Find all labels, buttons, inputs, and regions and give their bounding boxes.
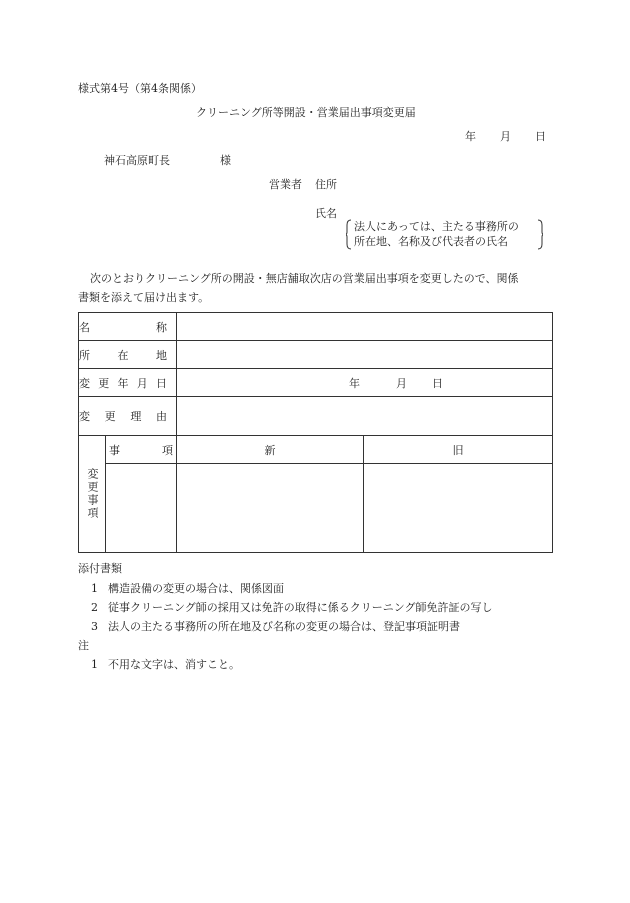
changes-section-label: 変更事項 (79, 436, 106, 553)
table-row (79, 464, 553, 553)
new-header: 新 (177, 436, 364, 464)
attachment-item-2: 従事クリーニング師の採用又は免許の取得に係るクリーニング師免許証の写し (108, 601, 493, 614)
addressee: 神石高原町長 (104, 154, 170, 167)
row-label-location: 所 在 地 (79, 341, 177, 369)
old-header: 旧 (364, 436, 553, 464)
attachment-num-3: 3 (91, 620, 98, 633)
change-date-year: 年 (349, 377, 360, 390)
note-num-1: 1 (91, 658, 98, 671)
item-header: 事 項 (106, 436, 177, 464)
corporate-note-line1: 法人にあっては、主たる事務所の (354, 220, 519, 233)
change-date-month: 月 (396, 377, 407, 390)
attachment-num-2: 2 (91, 601, 98, 614)
change-item-field[interactable] (106, 464, 177, 553)
date-month-label: 月 (500, 130, 511, 143)
attachment-item-1: 構造設備の変更の場合は、関係図面 (108, 582, 284, 595)
change-date-day: 日 (432, 377, 443, 390)
corporate-note (346, 219, 543, 250)
row-label-change-reason: 変 更 理 由 (79, 397, 177, 436)
corporate-note-line2: 所在地、名称及び代表者の氏名 (354, 235, 508, 248)
change-reason-field[interactable] (177, 397, 553, 436)
address-label: 住所 (315, 178, 337, 191)
change-form-table (78, 312, 553, 553)
new-value-field[interactable] (177, 464, 364, 553)
table-row (79, 341, 553, 369)
date-year-label: 年 (465, 130, 476, 143)
location-field[interactable] (177, 341, 553, 369)
notes-heading: 注 (78, 639, 89, 652)
old-value-field[interactable] (364, 464, 553, 553)
table-row (79, 436, 553, 464)
form-title: クリーニング所等開設・営業届出事項変更届 (196, 106, 416, 119)
row-label-name: 名 称 (79, 313, 177, 341)
role-label: 営業者 (269, 178, 302, 191)
note-item-1: 不用な文字は、消すこと。 (108, 658, 240, 671)
attachment-num-1: 1 (91, 582, 98, 595)
attachments-heading: 添付書類 (78, 562, 122, 575)
date-day-label: 日 (535, 130, 546, 143)
name-label: 氏名 (315, 207, 337, 220)
table-row (79, 369, 553, 397)
table-row (79, 313, 553, 341)
body-text-line1: 次のとおりクリーニング所の開設・無店舗取次店の営業届出事項を変更したので、関係 (90, 272, 519, 285)
attachment-item-3: 法人の主たる事務所の所在地及び名称の変更の場合は、登記事項証明書 (108, 620, 460, 633)
table-row (79, 397, 553, 436)
body-text-line2: 書類を添えて届け出ます。 (78, 291, 210, 304)
change-date-field[interactable] (177, 369, 553, 397)
honorific: 様 (220, 154, 231, 167)
row-label-change-date: 変 更 年 月 日 (79, 369, 177, 397)
name-field[interactable] (177, 313, 553, 341)
form-number: 様式第4号（第4条関係） (78, 82, 202, 95)
